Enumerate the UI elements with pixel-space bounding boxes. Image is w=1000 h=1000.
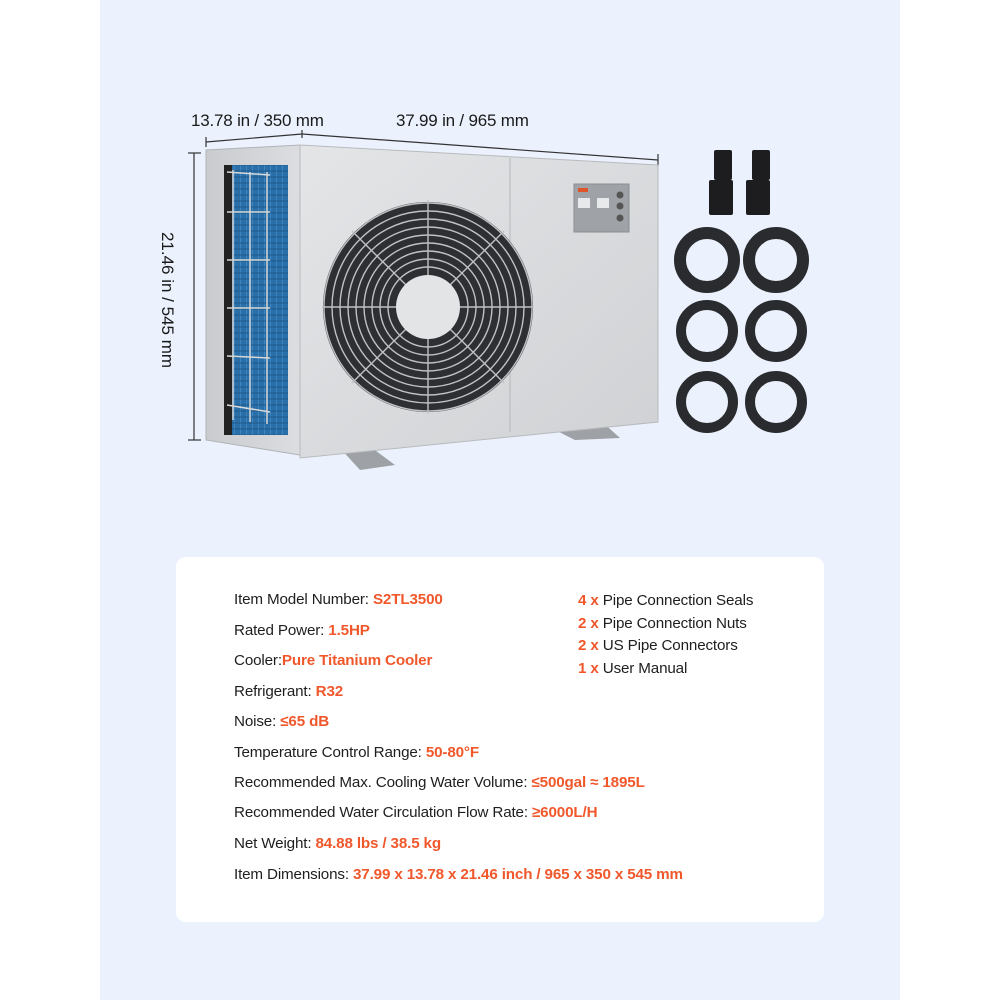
spec-net-weight: Net Weight: 84.88 lbs / 38.5 kg xyxy=(234,835,441,852)
spec-cooler: Cooler:Pure Titanium Cooler xyxy=(234,652,433,669)
spec-card xyxy=(176,557,824,922)
spec-item-dimensions: Item Dimensions: 37.99 x 13.78 x 21.46 inch / 965 x 350 x 545 mm xyxy=(234,866,683,883)
spec-temperature-range: Temperature Control Range: 50-80°F xyxy=(234,744,479,761)
spec-rated-power: Rated Power: 1.5HP xyxy=(234,622,370,639)
height-dimension-label: 21.46 in / 545 mm xyxy=(158,231,177,369)
spec-refrigerant: Refrigerant: R32 xyxy=(234,683,344,700)
spec-model-number: Item Model Number: S2TL3500 xyxy=(234,591,443,608)
spec-flow-rate: Recommended Water Circulation Flow Rate: ≥6000L/H xyxy=(234,804,598,821)
depth-dimension-label: 13.78 in / 350 mm xyxy=(191,111,324,130)
package-item: 2 x Pipe Connection Nuts xyxy=(578,615,747,632)
spec-noise: Noise: ≤65 dB xyxy=(234,713,330,730)
package-item: 2 x US Pipe Connectors xyxy=(578,637,738,654)
package-item: 1 x User Manual xyxy=(578,660,688,677)
package-item: 4 x Pipe Connection Seals xyxy=(578,592,754,609)
width-dimension-label: 37.99 in / 965 mm xyxy=(396,111,529,130)
spec-max-water-volume: Recommended Max. Cooling Water Volume: ≤500gal ≈ 1895L xyxy=(234,774,645,791)
